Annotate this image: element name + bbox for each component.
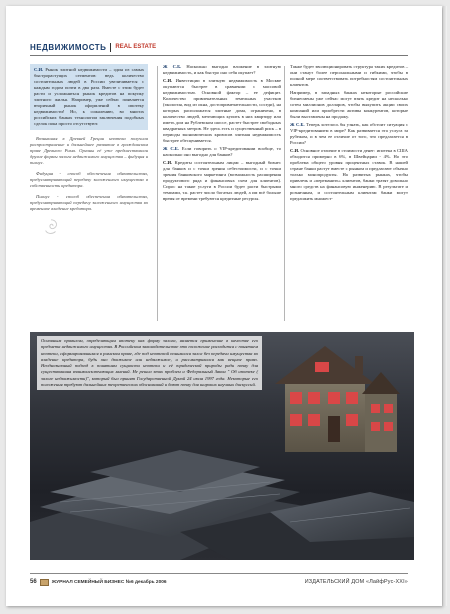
paragraph-text: Если говорить о VIP-кредитовании вообще, то насколько оно выгодно для банков? (163, 146, 282, 157)
paragraph (163, 78, 281, 144)
page-footer (30, 577, 408, 587)
header-rule (30, 55, 408, 56)
column-divider (284, 66, 285, 321)
lead-paragraph-box (30, 64, 148, 130)
paragraph-text: Насколько выгодно вложение в элитную недвижимость, и как быстро оно себя окупает? (163, 64, 281, 75)
paragraph-text: Основное отличие в стоимости денег: ипотека в США обходится примерно в 6%, в Швейцарии - 4%. Но это проблема общего уровня процентных ставок. В нашей стране банки растут вместе с рынком и предлагают обычно только монопродукты. На развитых рынках, чтобы привлечь и «переманить» клиентов, банки тратят довольно много средств на финансовую инженерию. В результате и розничным, и состоятельным клиентам банки могут предложить множест- (290, 148, 408, 201)
speaker-label: С.И. (163, 78, 173, 83)
magazine-name: ЖУРНАЛ СЕМЕЙНЫЙ БИЗНЕС №6 декабрь 2006 (51, 579, 167, 585)
column-2 (163, 64, 281, 204)
footer-left (30, 579, 167, 586)
section-title: НЕДВИЖИМОСТЬ (30, 42, 107, 52)
paragraph (290, 122, 408, 146)
lead-paragraph: Рынок элитной недвижимости – один из самых быстрорастущих сегментов: ведь количество состоятельных людей в России увеличивается с каждым годом почти в два раза. Вместе с этим будет расти и усложняться рынок кредитов на покупку элитного жилья. Например, уже сейчас появляется вторичный рынок оформлений в ипотеку недвижимости! Но, к сожалению, во многих российских банках технологии заключения подобных сделок пока просто отсутствуют. (34, 67, 144, 126)
paragraph-text: Теперь хотелось бы узнать, как обстоит ситуация с VIP-кредитованием в мире? Как развивается эта услуга за рубежом, и в чем ее отличие от того, что предлагается в России? (290, 122, 409, 145)
paragraph (163, 146, 281, 158)
overlay-caption: Основным правилом, определяющим ипотеку как форму залога, является применение в качестве его предмета недвижимого имущества. В Российском законодательстве это положение расходится с понятием ипотеки, сформировавшимся в римском праве, где под ипотекой понимался залог без передачи имущества во владение кредитора, будь оно движимое или недвижимое, и рассматривался как вещное право. Неоднозначный подход к понятиям сущности ипотеки и её юридической природы ради почву для существования взаимоисключающих мнений. Не решил этих проблем и Федеральный Закон " Об ипотеке ( залоге недвижимости)", который был принят Государственной Думой 24 июля 1997 года. Некоторые его положения требуют дальнейших теоретических обоснований и дают почву для широких научных дискуссий. (37, 336, 262, 390)
paragraph-text: Например, в западных банках некоторые российские бизнесмены уже сейчас могут взять кредит на несколько сотен миллионов долларов, чтобы выкупить акции своих компаний или приобрести активы конкурентов, которые были выставлены на продажу. (290, 90, 408, 119)
paragraph-text: Кредиты состоятельным лицам – выгодный бизнес для банков и с точки зрения себестоимости, и с точки зрения банковского маркетинга (возможность расширения продуктового ряда и финансовых схем для клиентов). Спрос на такие услуги в России будет расти быстрыми темпами, т.к. растет число богатых людей, а им всё больше время от времени требуются кредитные ресурсы. (163, 160, 281, 201)
quote-paragraph: Возникшая в Древней Греции ипотека получила распространение и дальнейшее развитие в гражданском праве Древнего Рима. Органы её уже предшествовали другие формы залога недвижимого имущества – фидуция и пигнус. (30, 136, 148, 165)
header-divider (110, 43, 111, 52)
page-edge (443, 6, 447, 606)
column-divider (157, 66, 158, 321)
speaker-label: Ж С.Б. (290, 122, 305, 127)
column-1 (30, 64, 148, 217)
quote-paragraph: Фидуция - способ обеспечения обязательства, предусматривающий передачу заложенного имущества в собственность кредитора. (30, 171, 148, 188)
speaker-label: С.И. (290, 148, 300, 153)
section-tag: REAL ESTATE (115, 44, 157, 50)
paragraph (290, 90, 408, 120)
swirl-ornament-icon (42, 218, 60, 236)
column-3 (290, 64, 408, 204)
speaker-label: С.И. (34, 67, 44, 72)
paragraph (290, 148, 408, 202)
paragraph-text: Также будет эволюционировать структура таких кредитов – они станут более персональными и гибкими, чтобы в полной мере соответствовать потребностям состоятельных клиентов. (290, 64, 408, 87)
speaker-label: Ж С.Б. (163, 64, 182, 69)
publisher-name: ИЗДАТЕЛЬСКИЙ ДОМ «ЛайфРус-XXI» (304, 579, 408, 585)
page-number: 56 (30, 579, 37, 585)
money-stacks (30, 450, 414, 560)
speaker-label: С.И. (163, 160, 173, 165)
magazine-logo-icon (40, 579, 49, 586)
sidebar-quote (30, 136, 148, 212)
page-header (30, 40, 408, 54)
paragraph (163, 160, 281, 202)
paragraph (163, 64, 281, 76)
illustration-house-on-money (30, 332, 414, 560)
house-icon (275, 346, 400, 452)
footer-rule (30, 573, 408, 574)
speaker-label: Ж С.Б. (163, 146, 179, 151)
paragraph (290, 64, 408, 88)
paragraph-text: Инвестиции в элитную недвижимость в Москве окупаются быстрее в сравнении с массовой недвижимостью. Основной фактор – ее дефицит. Количество привлекательных земельных участков (экология, вид из окна, достопримечательности, соседи), на которых расположатся элитные дома, ограничено, в количество людей, мечтающих купить в них квартиру или иметь дом на Рублевском шоссе, растет быстрее свободных квадратных метров. Не здесь есть и существенный риск – в периоды экономических кризисов элитная недвижимость быстрее обесценивается. (163, 78, 281, 143)
quote-paragraph: Пигнус - способ обеспечения обязательства, предусматривающий передачу заложенного имущества во временное владение кредитора. (30, 194, 148, 211)
